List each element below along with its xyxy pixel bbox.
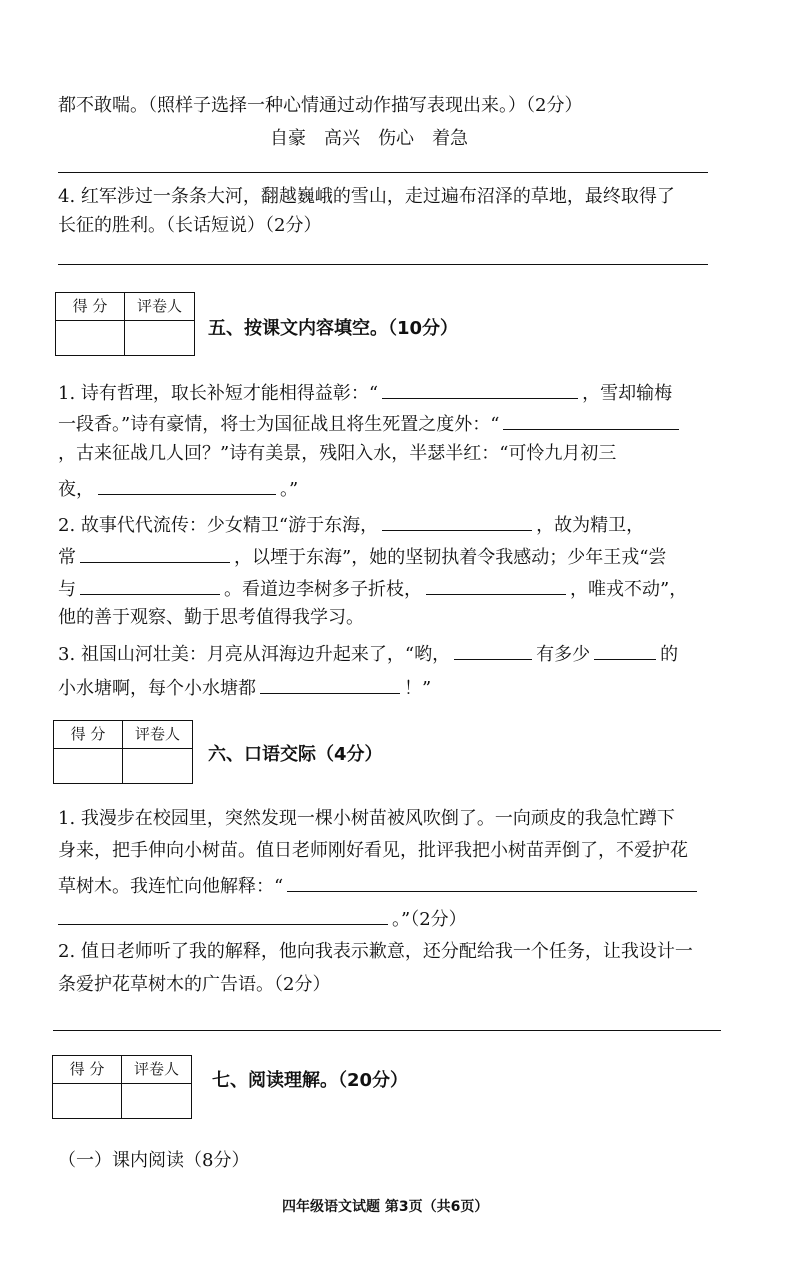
blank[interactable]	[503, 411, 679, 430]
score-box	[53, 720, 193, 784]
s5-q2-line3: 与 。看道边李树多子折枝， ，唯戎不动”，	[58, 576, 687, 601]
blank[interactable]	[382, 380, 578, 399]
s6-q2-line1: 2. 值日老师听了我的解释，他向我表示歉意，还分配给我一个任务，让我设计一	[58, 941, 693, 962]
section6-title: 六、口语交际（4分）	[208, 744, 383, 765]
blank[interactable]	[80, 576, 220, 595]
section7-title: 七、阅读理解。（20分）	[212, 1070, 409, 1091]
score-cell[interactable]	[53, 1084, 122, 1118]
s6-q1-line4: 。”（2分）	[58, 906, 467, 931]
blank[interactable]	[382, 512, 532, 531]
s5-q1-line3: ，古来征战几人回？”诗有美景，残阳入水，半瑟半红：“可怜九月初三	[58, 443, 617, 464]
answer-line[interactable]	[58, 172, 708, 173]
grader-label: 评卷人	[123, 721, 192, 749]
score-cell[interactable]	[56, 321, 125, 355]
s5-q2-line4: 他的善于观察、勤于思考值得我学习。	[58, 607, 364, 628]
s5-q3-line2: 小水塘啊，每个小水塘都 ！”	[58, 675, 431, 700]
grader-label: 评卷人	[125, 293, 194, 321]
s6-q1-line1: 1. 我漫步在校园里，突然发现一棵小树苗被风吹倒了。一向顽皮的我急忙蹲下	[58, 808, 675, 829]
q4-line2: 长征的胜利。（长话短说）（2分）	[58, 215, 322, 236]
score-box	[52, 1055, 192, 1119]
q4-line1: 4. 红军涉过一条条大河，翻越巍峨的雪山，走过遍布沼泽的草地，最终取得了	[58, 186, 675, 207]
score-cell[interactable]	[54, 749, 123, 783]
blank[interactable]	[454, 641, 532, 660]
blank[interactable]	[287, 873, 697, 892]
score-label: 得 分	[56, 293, 125, 321]
score-label: 得 分	[53, 1056, 122, 1084]
grader-cell[interactable]	[125, 321, 194, 355]
blank[interactable]	[98, 476, 276, 495]
s6-q1-line3: 草树木。我连忙向他解释：“	[58, 873, 701, 898]
blank[interactable]	[80, 544, 230, 563]
emotion-options: 自豪 高兴 伤心 着急	[270, 128, 468, 149]
s7-subsection: （一）课内阅读（8分）	[58, 1150, 250, 1171]
s5-q1-line2: 一段香。”诗有豪情，将士为国征战且将生死置之度外：“	[58, 411, 683, 436]
grader-cell[interactable]	[122, 1084, 191, 1118]
page-footer: 四年级语文试题 第3页（共6页）	[282, 1199, 489, 1215]
grader-cell[interactable]	[123, 749, 192, 783]
q3-tail-text: 都不敢喘。（照样子选择一种心情通过动作描写表现出来。）（2分）	[58, 95, 583, 116]
section5-title: 五、按课文内容填空。（10分）	[208, 318, 459, 339]
blank[interactable]	[594, 641, 656, 660]
s6-q1-line2: 身来，把手伸向小树苗。值日老师刚好看见，批评我把小树苗弄倒了，不爱护花	[58, 840, 688, 861]
s5-q2-line2: 常 ，以堙于东海”，她的坚韧执着令我感动；少年王戎“尝	[58, 544, 666, 569]
answer-line[interactable]	[58, 264, 708, 265]
s6-q2-line2: 条爱护花草树木的广告语。（2分）	[58, 974, 331, 995]
answer-line[interactable]	[53, 1030, 721, 1031]
blank[interactable]	[58, 906, 388, 925]
blank[interactable]	[426, 576, 566, 595]
s5-q1-line4: 夜， 。”	[58, 476, 298, 501]
s5-q3-line1: 3. 祖国山河壮美：月亮从洱海边升起来了，“哟， 有多少 的	[58, 641, 678, 666]
grader-label: 评卷人	[122, 1056, 191, 1084]
s5-q1-line1: 1. 诗有哲理，取长补短才能相得益彰：“ ，雪却输梅	[58, 380, 672, 405]
score-box	[55, 292, 195, 356]
s5-q2-line1: 2. 故事代代流传：少女精卫“游于东海， ，故为精卫，	[58, 512, 644, 537]
blank[interactable]	[260, 675, 400, 694]
score-label: 得 分	[54, 721, 123, 749]
